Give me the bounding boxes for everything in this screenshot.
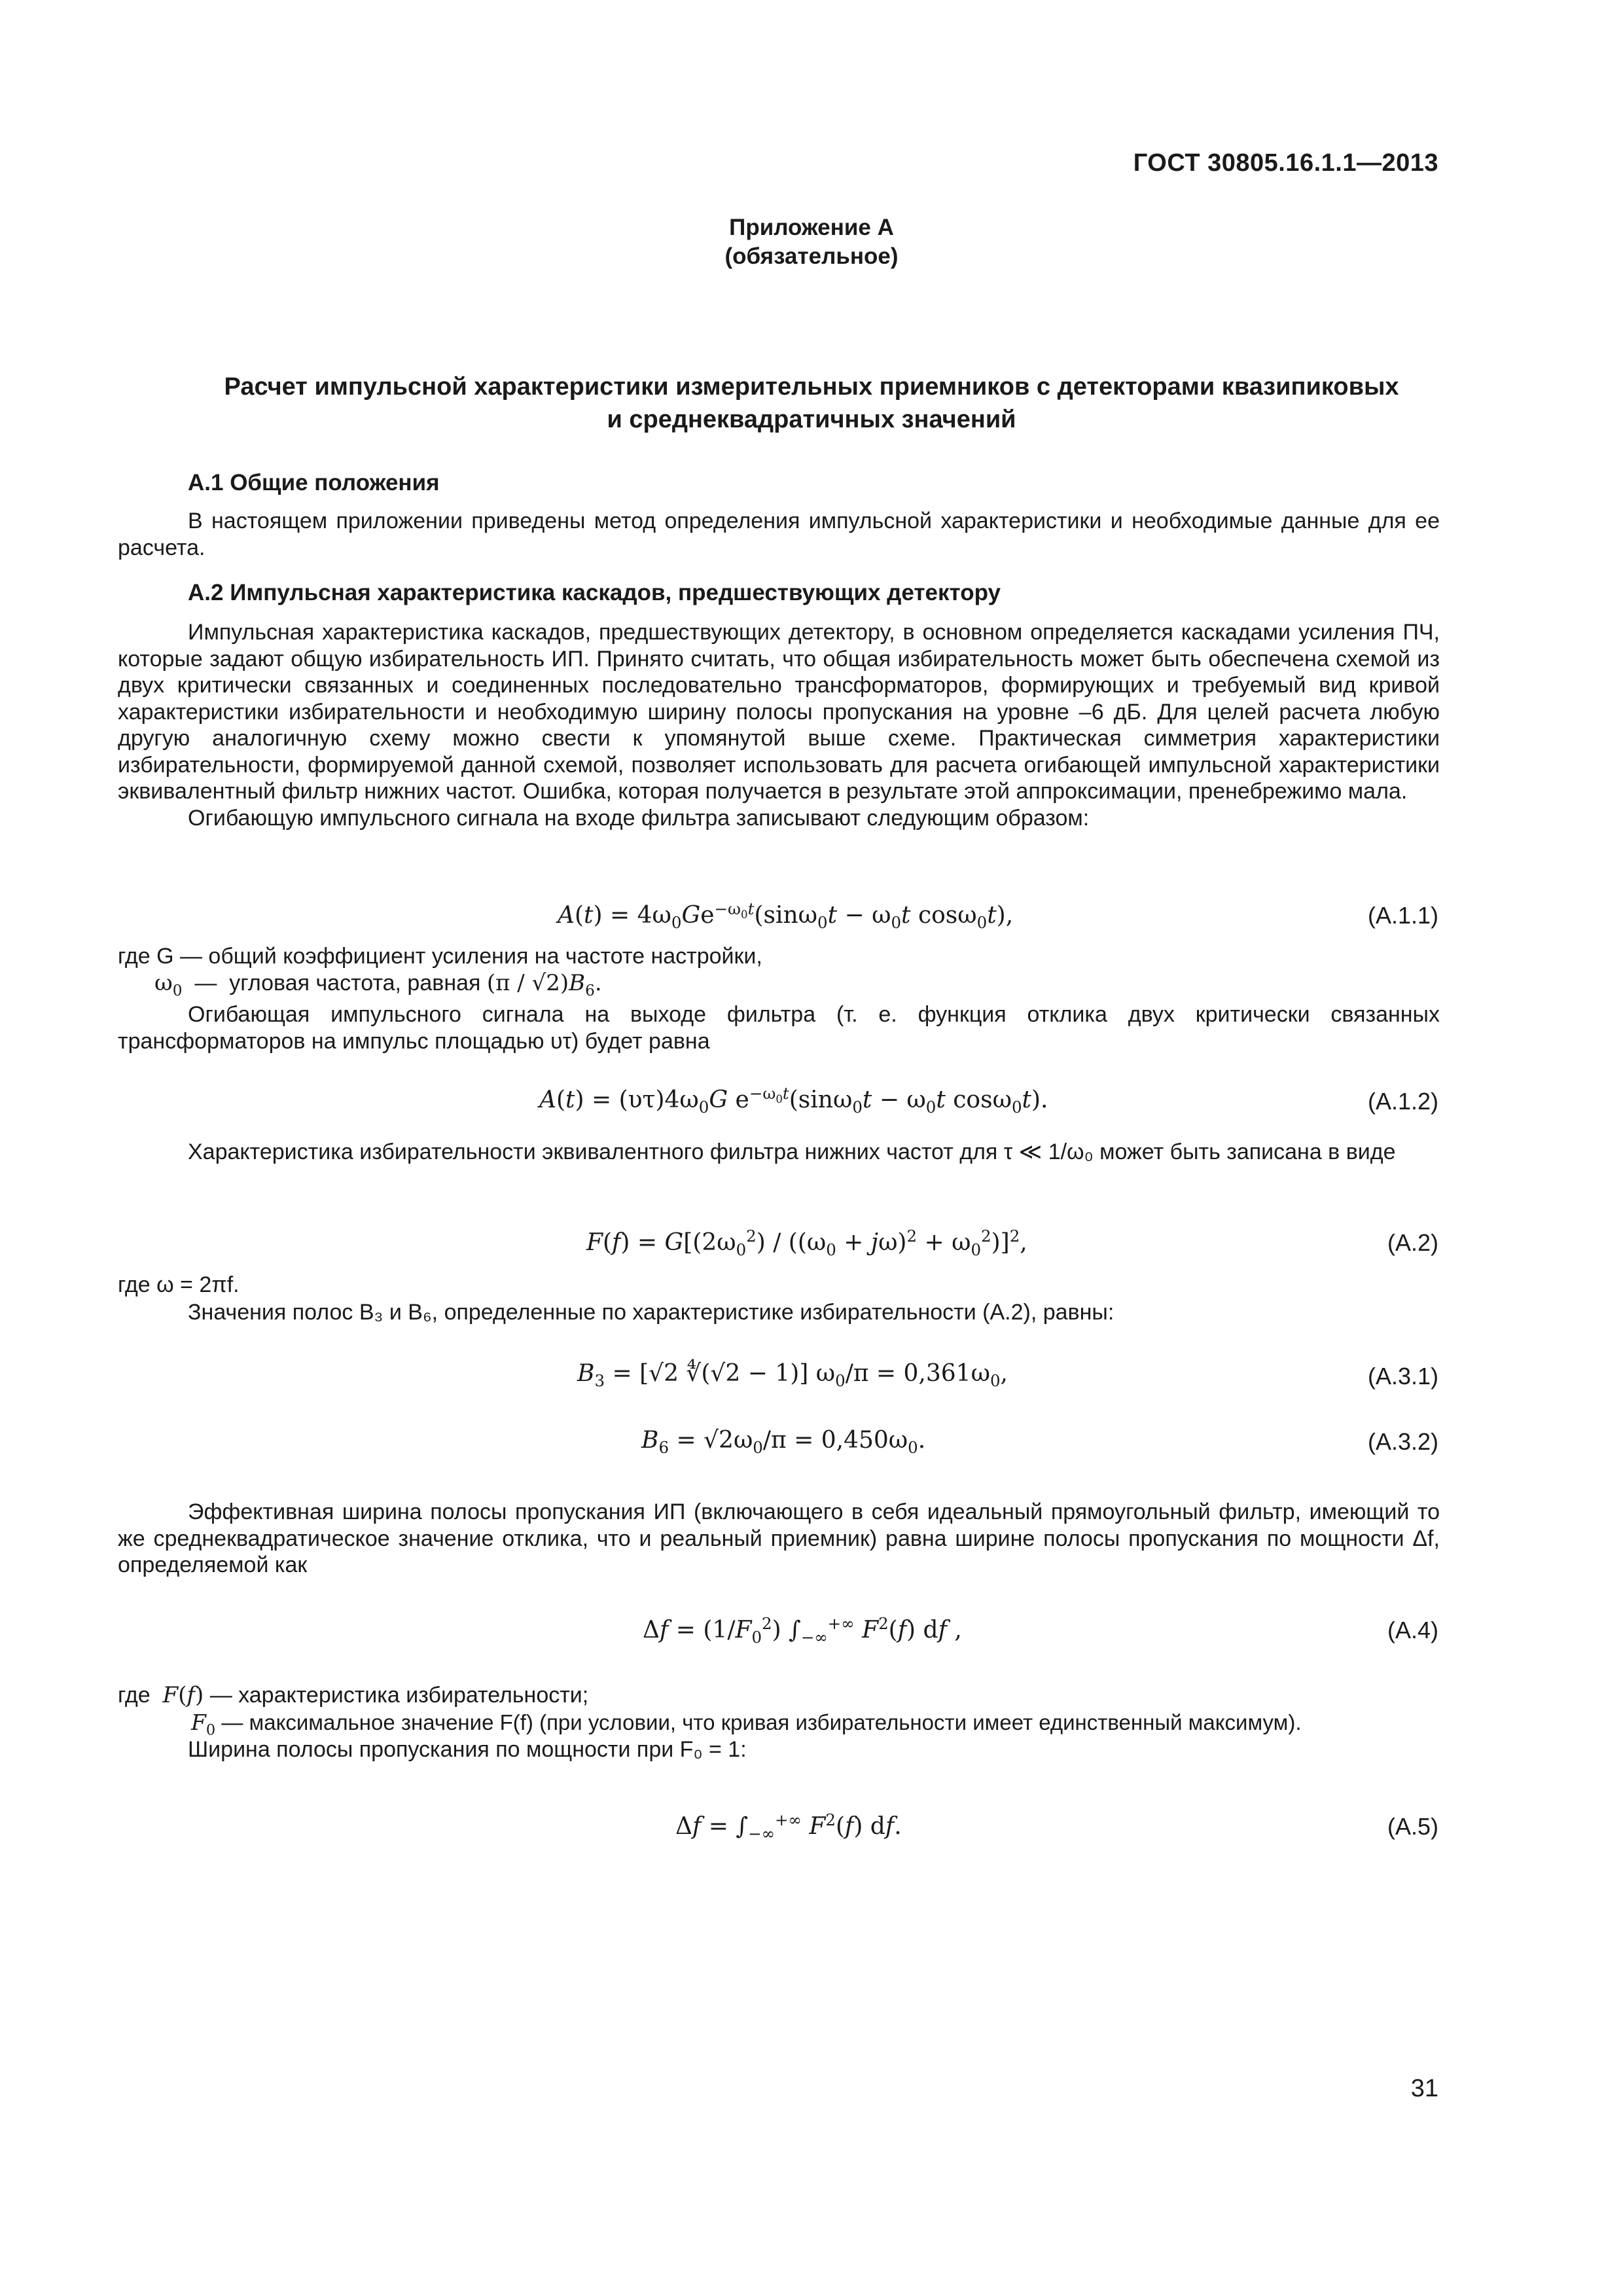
where-omega: где ω = 2πf. bbox=[118, 1272, 240, 1297]
equation-a-1-2: $A(t) = (\upsilon\tau)4\omega_0G$ $e^{-\omega_0t}(\sin\omega_0t - \omega_0t$ cosω$_0$t). bbox=[539, 1084, 1048, 1117]
equation-number: (А.4) bbox=[1387, 1617, 1438, 1643]
equation-number: (А.3.2) bbox=[1367, 1428, 1438, 1455]
title-line-2: и среднеквадратичных значений bbox=[607, 406, 1016, 433]
equation-a-1-1: $A(t) = 4\omega_0Ge^{-\omega_0t}(\sin\omega_0t - \omega_0t$ cosω$_0$t), bbox=[558, 899, 1014, 933]
section-a2-heading: А.2 Импульсная характеристика каскадов, предшествующих детектору bbox=[188, 580, 1001, 605]
equation-a-5: $\Delta f = \int_{-\infty}^{+\infty}$ $F^2(f)$ df. bbox=[675, 1810, 902, 1844]
section-a2-text bbox=[118, 619, 1440, 831]
equation-a-3-1: $B_3 = [√2$ ∜(√2 − 1)] $\omega_0/\pi = 0,361\omega_0$, bbox=[577, 1360, 1008, 1391]
where-omega0-text: угловая частота, равная bbox=[229, 971, 481, 996]
where-g: где G — общий коэффициент усиления на частоте настройки, bbox=[118, 944, 762, 969]
annex-label: Приложение А bbox=[729, 215, 894, 240]
where-ff: где F(f) — характеристика избирательности; bbox=[118, 1682, 589, 1708]
equation-a-2: $F(f) = G[(2\omega_0^2) / ((\omega_0 + j\omega)^2 + \omega_0^2)]^2$, bbox=[586, 1227, 1027, 1260]
equation-number: (А.1.2) bbox=[1367, 1088, 1438, 1115]
equation-a-3-2: $B_6 = √2\omega_0/\pi = 0,450\omega_0$. bbox=[641, 1427, 926, 1458]
paragraph: Эффективная ширина полосы пропускания ИП (включающего в себя идеальный прямоугольный фильтр, имеющий то же среднеквадратическое значение отклика, что и реальный приемник) равна ширине полосы пропускания по мощности Δf, определяемой как bbox=[118, 1499, 1440, 1577]
bandwidth-intro: Значения полос B₃ и B₆, определенные по характеристике избирательности (А.2), равны: bbox=[188, 1300, 1115, 1325]
selectivity-text bbox=[118, 1139, 1440, 1166]
where-f0: $F_0$ — максимальное значение F(f) (при условии, что кривая избирательности имеет единственный максимум). bbox=[191, 1710, 1302, 1739]
equation-a-4: $\Delta f = (1/F_0^2)$ $\int_{-\infty}^{+\infty}$ $F^2(f)$ df , bbox=[643, 1614, 962, 1647]
where-f0-text: — максимальное значение F(f) (при условии, что кривая избирательности имеет единственный максимум). bbox=[221, 1710, 1302, 1734]
equation-number: (А.1.1) bbox=[1367, 902, 1438, 929]
page-number: 31 bbox=[1410, 2075, 1438, 2102]
equation-number: (А.2) bbox=[1387, 1229, 1438, 1256]
annex-title bbox=[0, 370, 1623, 436]
effective-bandwidth-text bbox=[118, 1499, 1440, 1579]
power-bandwidth-intro: Ширина полосы пропускания по мощности при F₀ = 1: bbox=[188, 1737, 747, 1762]
annex-status: (обязательное) bbox=[724, 243, 899, 269]
title-line-1: Расчет импульсной характеристики измерительных приемников с детекторами квазипиковых bbox=[224, 373, 1399, 401]
paragraph: Огибающую импульсного сигнала на входе фильтра записывают следующим образом: bbox=[188, 805, 1090, 831]
paragraph: Характеристика избирательности эквивалентного фильтра нижних частот для τ ≪ 1/ω₀ может быть записана в виде bbox=[188, 1139, 1396, 1164]
section-a1-heading: А.1 Общие положения bbox=[188, 470, 440, 495]
output-envelope-text bbox=[118, 1001, 1440, 1054]
equation-number: (А.5) bbox=[1387, 1813, 1438, 1840]
where-omega0: $\omega_0$ — угловая частота, равная $(\pi / √2)B_6$. bbox=[154, 970, 602, 999]
paragraph: Огибающая импульсного сигнала на выходе фильтра (т. е. функция отклика двух критически связанных трансформаторов на импульс площадью υτ) будет равна bbox=[118, 1002, 1440, 1054]
paragraph: Импульсная характеристика каскадов, предшествующих детектору, в основном определяется каскадами усиления ПЧ, которые задают общую избирательность ИП. Принято считать, что общая избирательность может быть обеспечена схемой из двух критически связанных и соединенных последовательно трансформаторов, формирующих и требуемый вид кривой характеристики избирательности и необходимую ширину полосы пропускания на уровне –6 дБ. Для целей расчета любую другую аналогичную схему можно свести к упомянутой выше схеме. Практическая симметрия характеристики избирательности, формируемой данной схемой, позволяет использовать для расчета огибающей импульсной характеристики эквивалентный фильтр нижних частот. Ошибка, которая получается в результате этой аппроксимации, пренебрежимо мала. bbox=[118, 620, 1440, 804]
standard-number: ГОСТ 30805.16.1.1—2013 bbox=[1133, 149, 1438, 177]
annex-heading bbox=[0, 213, 1623, 271]
equation-number: (А.3.1) bbox=[1367, 1363, 1438, 1390]
section-a1-text bbox=[118, 508, 1440, 561]
where-ff-text: — характеристика избирательности; bbox=[209, 1683, 589, 1708]
paragraph: В настоящем приложении приведены метод определения импульсной характеристики и необходимые данные для ее расчета. bbox=[118, 509, 1440, 560]
